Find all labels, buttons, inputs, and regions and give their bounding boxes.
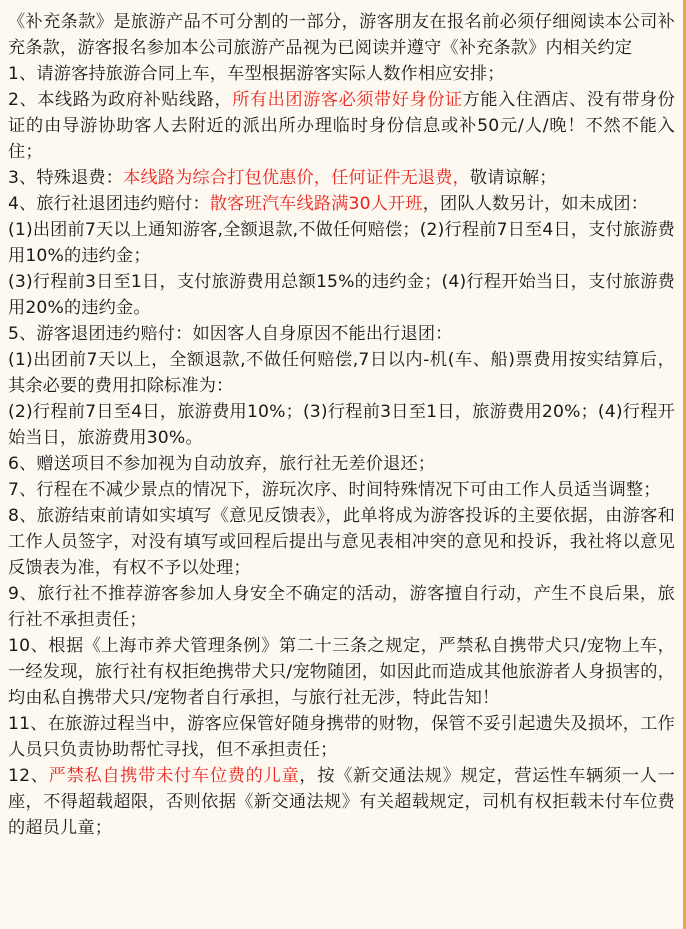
paragraph-text: 8、旅游结束前请如实填写《意见反馈表》，此单将成为游客投诉的主要依据，由游客和工作人员签字，对没有填写或回程后提出与意见表相冲突的意见和投诉，我社将以意见反馈表为准，有权不予以处理； [8, 506, 675, 578]
terms-body [8, 9, 675, 841]
paragraph-clause-12 [8, 763, 675, 841]
paragraph-text: 2、本线路为政府补贴线路， [8, 90, 233, 110]
paragraph-clause-6 [8, 451, 675, 477]
paragraph-text: (3)行程前3日至1日，支付旅游费用总额15%的违约金；(4)行程开始当日，支付旅游费用20%的违约金。 [8, 272, 675, 318]
paragraph-clause-8 [8, 503, 675, 581]
paragraph-text: 6、赠送项目不参加视为自动放弃，旅行社无差价退还； [8, 454, 436, 474]
paragraph-clause-2 [8, 87, 675, 165]
paragraph-text: 5、游客退团违约赔付：如因客人自身原因不能出行退团： [8, 324, 453, 344]
paragraph-text: 12、 [8, 766, 49, 786]
paragraph-clause-10 [8, 633, 675, 711]
paragraph-clause-11 [8, 711, 675, 763]
paragraph-text: (1)出团前7天以上，全额退款,不做任何赔偿,7日以内-机(车、船)票费用按实结算后，其余必要的费用扣除标准为： [8, 350, 675, 396]
paragraph-clause-5b [8, 399, 675, 451]
highlighted-text: 所有出团游客必须带好身份证 [232, 90, 463, 110]
paragraph-intro [8, 9, 675, 61]
paragraph-text: 4、旅行社退团违约赔付： [8, 194, 210, 214]
paragraph-clause-1 [8, 61, 675, 87]
paragraph-text: 11、在旅游过程当中，游客应保管好随身携带的财物，保管不妥引起遗失及损坏，工作人员只负责协助帮忙寻找，但不承担责任； [8, 714, 675, 760]
paragraph-clause-7 [8, 477, 675, 503]
paragraph-text: 9、旅行社不推荐游客参加人身安全不确定的活动，游客擅自行动，产生不良后果，旅行社不承担责任； [8, 584, 675, 630]
paragraph-clause-5 [8, 321, 675, 347]
paragraph-text: 7、行程在不减少景点的情况下，游玩次序、时间特殊情况下可由工作人员适当调整； [8, 480, 661, 500]
paragraph-text: 方能入住酒店、没有带身份证的由导游协助客人去附近的派出所办理临时身份信息或补50元/人/晚！不然不能入住； [8, 90, 675, 162]
paragraph-text: (2)行程前7日至4日，旅游费用10%；(3)行程前3日至1日，旅游费用20%；(4)行程开始当日，旅游费用30%。 [8, 402, 675, 448]
paragraph-text: ，团队人数另计，如未成团： [422, 194, 649, 214]
paragraph-clause-3 [8, 165, 675, 191]
paragraph-text: (1)出团前7天以上通知游客,全额退款,不做任何赔偿；(2)行程前7日至4日，支付旅游费用10%的违约金； [8, 220, 675, 266]
paragraph-clause-4a [8, 217, 675, 269]
highlighted-text: 散客班汽车线路满30人开班 [209, 194, 423, 214]
paragraph-text: 1、请游客持旅游合同上车，车型根据游客实际人数作相应安排； [8, 64, 505, 84]
paragraph-clause-9 [8, 581, 675, 633]
highlighted-text: 严禁私自携带未付车位费的儿童 [48, 766, 300, 786]
paragraph-clause-5a [8, 347, 675, 399]
paragraph-text: 《补充条款》是旅游产品不可分割的一部分，游客朋友在报名前必须仔细阅读本公司补充条款，游客报名参加本公司旅游产品视为已阅读并遵守《补充条款》内相关约定 [8, 12, 675, 58]
paragraph-text: 敬请谅解； [469, 168, 557, 188]
paragraph-text: 3、特殊退费： [8, 168, 124, 188]
paragraph-clause-4b [8, 269, 675, 321]
paragraph-text: ，按《新交通法规》规定，营运性车辆须一人一座，不得超载超限，否则依据《新交通法规》有关超载规定，司机有权拒载未付车位费的超员儿童； [8, 766, 675, 838]
paragraph-text: 10、根据《上海市养犬管理条例》第二十三条之规定，严禁私自携带犬只/宠物上车，一经发现，旅行社有权拒绝携带犬只/宠物随团，如因此而造成其他旅游者人身损害的，均由私自携带犬只/宠物者自行承担，与旅行社无涉，特此告知！ [8, 636, 675, 708]
highlighted-text: 本线路为综合打包优惠价，任何证件无退费， [123, 168, 470, 188]
paragraph-clause-4 [8, 191, 675, 217]
